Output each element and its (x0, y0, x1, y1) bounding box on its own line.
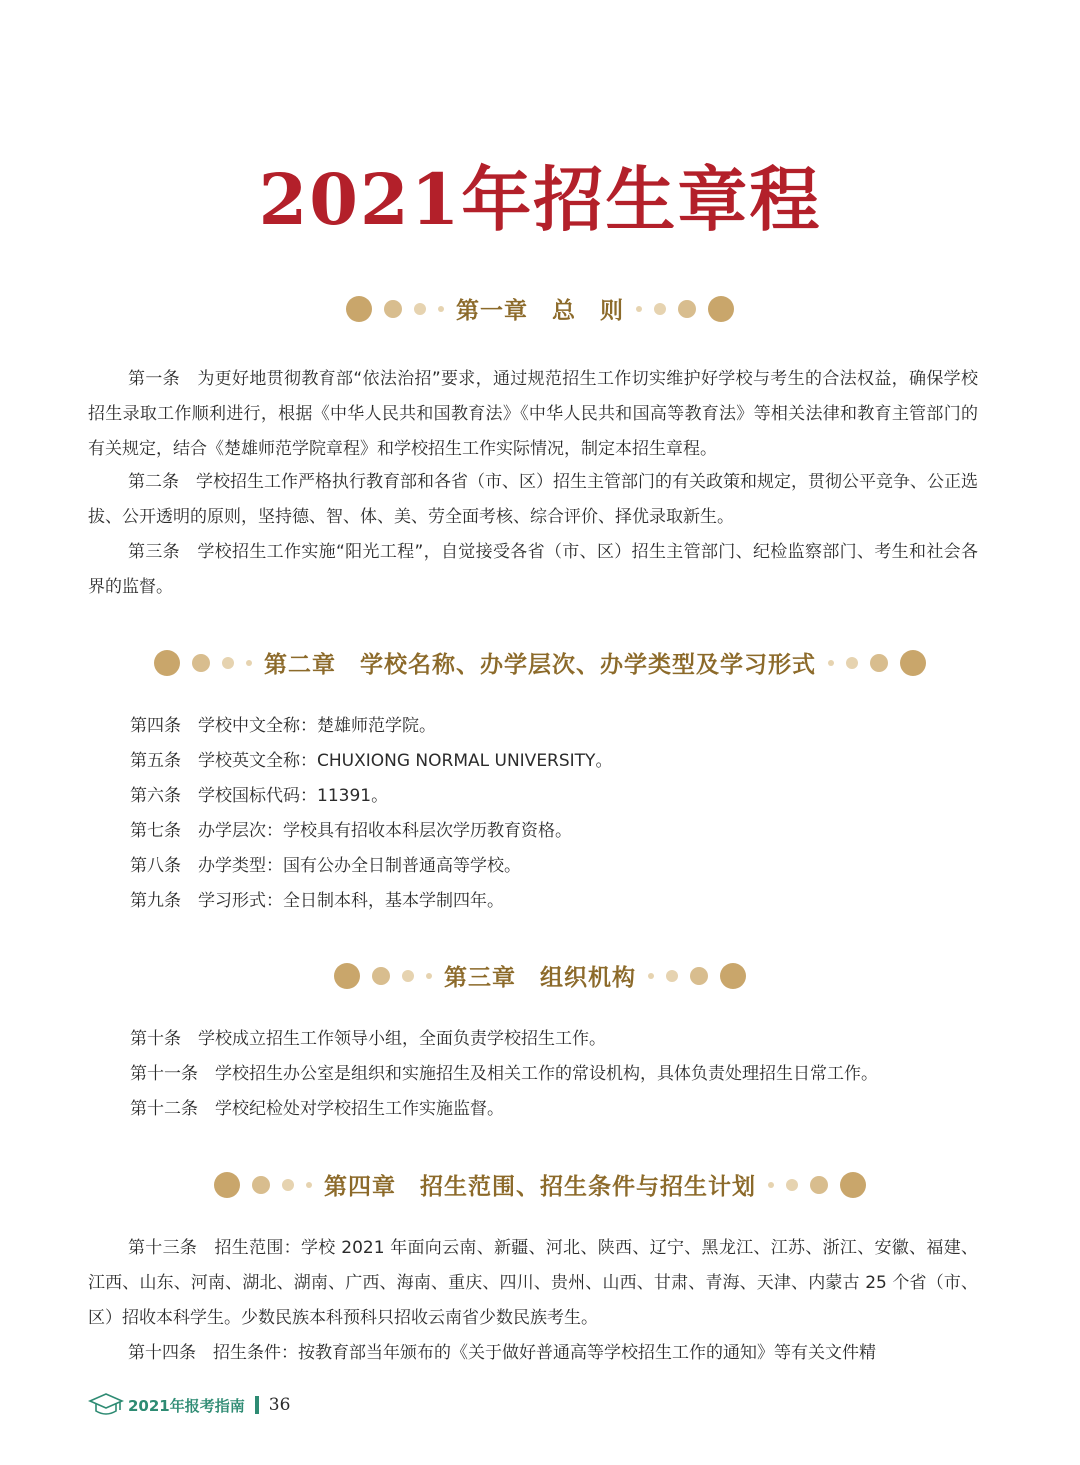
dot-icon (636, 306, 642, 312)
right-dot-ornament (642, 963, 752, 989)
dot-icon (246, 660, 252, 666)
article-7: 第七条 办学层次：学校具有招收本科层次学历教育资格。 (130, 821, 572, 841)
article-4: 第四条 学校中文全称：楚雄师范学院。 (130, 716, 436, 736)
dot-icon (840, 1172, 866, 1198)
dot-icon (252, 1176, 270, 1194)
dot-icon (870, 654, 888, 672)
dot-icon (282, 1179, 294, 1191)
chapter-heading-4 (0, 1168, 1080, 1201)
dot-icon (438, 306, 444, 312)
dot-icon (666, 970, 678, 982)
dot-icon (648, 973, 654, 979)
chapter-heading-2 (0, 646, 1080, 679)
article-10: 第十条 学校成立招生工作领导小组，全面负责学校招生工作。 (130, 1029, 606, 1049)
dot-icon (690, 967, 708, 985)
chapter-heading-1 (0, 292, 1080, 325)
dot-icon (678, 300, 696, 318)
article-11: 第十一条 学校招生办公室是组织和实施招生及相关工作的常设机构，具体负责处理招生日常工作。 (130, 1064, 878, 1084)
article-3: 第三条 学校招生工作实施“阳光工程”，自觉接受各省（市、区）招生主管部门、纪检监察部门、考生和社会各界的监督。 (88, 542, 978, 597)
article-14: 第十四条 招生条件：按教育部当年颁布的《关于做好普通高等学校招生工作的通知》等有关文件精 (128, 1343, 876, 1363)
chapter-title: 第二章 学校名称、办学层次、办学类型及学习形式 (264, 651, 816, 678)
dot-icon (810, 1176, 828, 1194)
article-2: 第二条 学校招生工作严格执行教育部和各省（市、区）招生主管部门的有关政策和规定，贯彻公平竞争、公正选拔、公开透明的原则，坚持德、智、体、美、劳全面考核、综合评价、择优录取新生。 (88, 472, 978, 527)
left-dot-ornament (328, 963, 438, 989)
right-dot-ornament (822, 650, 932, 676)
graduation-cap-icon (88, 1392, 124, 1418)
page-footer (88, 1390, 290, 1420)
footer-guide-title: 2021年报考指南 (128, 1396, 245, 1415)
right-dot-ornament (762, 1172, 872, 1198)
dot-icon (828, 660, 834, 666)
article-1: 第一条 为更好地贯彻教育部“依法治招”要求，通过规范招生工作切实维护好学校与考生的合法权益，确保学校招生录取工作顺利进行，根据《中华人民共和国教育法》《中华人民共和国高等教育法》等相关法律和教育主管部门的有关规定，结合《楚雄师范学院章程》和学校招生工作实际情况，制定本招生章程。 (88, 369, 978, 459)
dot-icon (846, 657, 858, 669)
dot-icon (426, 973, 432, 979)
dot-icon (384, 300, 402, 318)
dot-icon (786, 1179, 798, 1191)
chapter-heading-3 (0, 959, 1080, 992)
dot-icon (372, 967, 390, 985)
right-dot-ornament (630, 296, 740, 322)
article-8: 第八条 办学类型：国有公办全日制普通高等学校。 (130, 856, 521, 876)
footer-divider (255, 1396, 259, 1414)
dot-icon (414, 303, 426, 315)
page-title: 2021年招生章程 (258, 158, 822, 241)
article-6: 第六条 学校国标代码：11391。 (130, 786, 389, 806)
left-dot-ornament (148, 650, 258, 676)
article-9: 第九条 学习形式：全日制本科，基本学制四年。 (130, 891, 504, 911)
dot-icon (222, 657, 234, 669)
dot-icon (192, 654, 210, 672)
dot-icon (900, 650, 926, 676)
dot-icon (214, 1172, 240, 1198)
left-dot-ornament (208, 1172, 318, 1198)
chapter-title: 第四章 招生范围、招生条件与招生计划 (324, 1173, 756, 1200)
dot-icon (334, 963, 360, 989)
page-number: 36 (268, 1395, 291, 1415)
dot-icon (346, 296, 372, 322)
dot-icon (720, 963, 746, 989)
chapter-title: 第一章 总 则 (456, 297, 624, 324)
chapter-3-articles (130, 1022, 990, 1127)
article-12: 第十二条 学校纪检处对学校招生工作实施监督。 (130, 1099, 504, 1119)
article-5: 第五条 学校英文全称：CHUXIONG NORMAL UNIVERSITY。 (130, 751, 613, 771)
dot-icon (306, 1182, 312, 1188)
article-13: 第十三条 招生范围：学校 2021 年面向云南、新疆、河北、陕西、辽宁、黑龙江、江苏、浙江、安徽、福建、江西、山东、河南、湖北、湖南、广西、海南、重庆、四川、贵州、山西、甘肃、青海、天津、内蒙古 25 个省（市、区）招收本科学生。少数民族本科预科只招收云南省少数民族考生。 (88, 1238, 978, 1328)
dot-icon (768, 1182, 774, 1188)
dot-icon (402, 970, 414, 982)
left-dot-ornament (340, 296, 450, 322)
chapter-2-articles (130, 709, 990, 919)
dot-icon (654, 303, 666, 315)
chapter-title: 第三章 组织机构 (444, 964, 636, 991)
dot-icon (708, 296, 734, 322)
dot-icon (154, 650, 180, 676)
